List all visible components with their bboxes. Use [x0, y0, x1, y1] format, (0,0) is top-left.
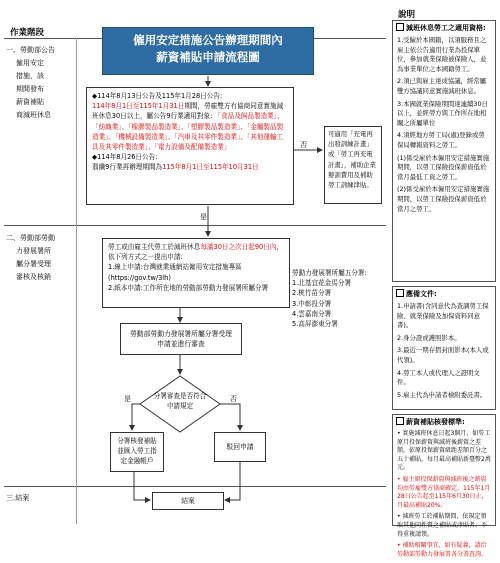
notes-documents: 應備文件: 1.申請書(含同意代為查調勞工保險、就業保險及加保資料同意書)。 2.身分證或護照影本。 3.最近一期存摺封面影本(本人或代領)。 4.勞工本人或代理人之證明文件。 5.雇主代為申請者檢附委託書。 — [392, 286, 496, 410]
notes-subsidy-standard: 薪資補貼核發標準: • 實施減班休息日起3個月，如勞工原月投保薪資與減班後薪資之差額，依原投保薪資級距差額百分之五十補貼，每月最高補貼新臺幣2萬元。 • 雇主原投保薪資與減班後之薪資均由勞雇雙方協商確定，115年1月28日公告起至115年6月30日止，月最高補貼20%。 • 減班勞工於補貼期間，依規定領取其他同性質之補貼或津貼者，不得重複請領。 • 補助相關事宜，如有疑義，請洽勞動部勞動力發展署各分署查詢。 — [392, 414, 496, 526]
flowchart-title — [102, 27, 314, 75]
approve-payment-box: 分署核發補貼並匯入勞工指定金融帳戶 — [110, 432, 164, 472]
stage-2-label: 二、勞動部勞動 力發展署所 屬分署受理 審核及核銷 — [6, 234, 55, 281]
branch-item: 1.北基宜花金馬分署 — [292, 279, 352, 288]
label-yes-2: 是 — [124, 395, 131, 403]
notes-column-title: 說明 — [398, 10, 416, 20]
branch-office-list — [292, 268, 388, 329]
checkbox-icon — [396, 23, 404, 31]
review-box: 勞動部勞動力發展署所屬分署受理申請並進行審查 — [120, 323, 242, 355]
stage-1-label: 一、勞動部公告 僱用安定 措施，該 期間發布 薪資補貼 商減班休息 — [6, 46, 55, 119]
online-application-option: 1.線上申請:台灣就業通網站僱用安定措施專區(https://gov.tw/3lh) — [108, 263, 242, 282]
close-case-box: 結案 — [152, 492, 224, 510]
branch-item: 4.雲嘉南分署 — [292, 309, 332, 318]
application-box: 勞工或由雇主代勞工於減班休息每滿30日之次日起90日內，依下列方式之一提出申請: 1.線上申請:台灣就業通網站僱用安定措施專區(https://gov.tw/3lh) 2.紙本申請:工作所在地的勞動部勞動力發展署所屬分署 — [102, 238, 290, 308]
checkbox-icon — [396, 289, 404, 297]
label-no-2: 否 — [230, 395, 237, 403]
paper-application-option: 2.紙本申請:工作所在地的勞動部勞動力發展署所屬分署 — [108, 283, 269, 292]
decision-diamond: 分署審查是否符合申請規定 — [153, 392, 207, 411]
announcement-box: ◆114年8月13日公告及115年1月28日公告: 114年8月1日至115年1月31日期間，勞雇雙方有協商同意實施減班休息30日以上，屬公告9行業適用對象: 「食品及飼品製造業」、「紡織業」、「橡膠製品製造業」、「塑膠製品製造業」、「金屬製品製造業」、「機械設備製造業」、「汽車及其零件製造業」、「其他運輸工具及其零件製造業」、「電力設備及配備製造業」 ◆114年8月26日公告: 翡纖9行業再辦理期間為115年8月1日至115年10月31日 — [86, 87, 294, 205]
branch-item: 2.桃竹苗分署 — [292, 289, 332, 298]
stage-3-label: 三.結案 — [6, 494, 30, 502]
branch-item: 5.高屏澎東分署 — [292, 320, 338, 329]
notes-eligibility: 減班休息勞工之適用資格: 1.受僱於本國籍，以須服務且之雇主依公告適用行業為投保單位，參加就業保險被保險人，並為事業單位之本國籍勞工。 2.須已與雇主達成協議，經常屬雙方協議同意實施減班休息。 3.本國就業保險期間達連續30日以上，並經勞方與工作所在地相關之所屬單位 4.須經地方勞工局(處)登錄或勞保局轉報資料之勞工。 (1)係受雇於本僱用安定措施實施期間，以勞工保險投保薪資低於當月最低工資之勞工。 (2)係受雇於本僱用安定措施實施期間，以勞工保險投保薪資低於當月之勞工。 — [392, 20, 496, 282]
training-plan-box: 可適用「充電再出發訓練計畫」或「勞工再充電計畫」，補助企業辦訓費用及補助勞工訓練津貼。 — [324, 126, 382, 204]
branch-item: 3.中彰投分署 — [292, 299, 332, 308]
reject-box: 駁回申請 — [214, 432, 266, 462]
label-yes-1: 是 — [200, 213, 207, 221]
stage-column-title: 作業階段 — [10, 28, 45, 38]
checkbox-icon — [396, 417, 404, 425]
label-no-1: 否 — [300, 141, 307, 149]
branch-list-title: 勞動力發展署所屬五分署: — [292, 269, 367, 277]
title-line-1: 僱用安定措施公告辦理期間內 — [133, 33, 283, 47]
title-line-2: 薪資補貼申請流程圖 — [156, 50, 260, 64]
